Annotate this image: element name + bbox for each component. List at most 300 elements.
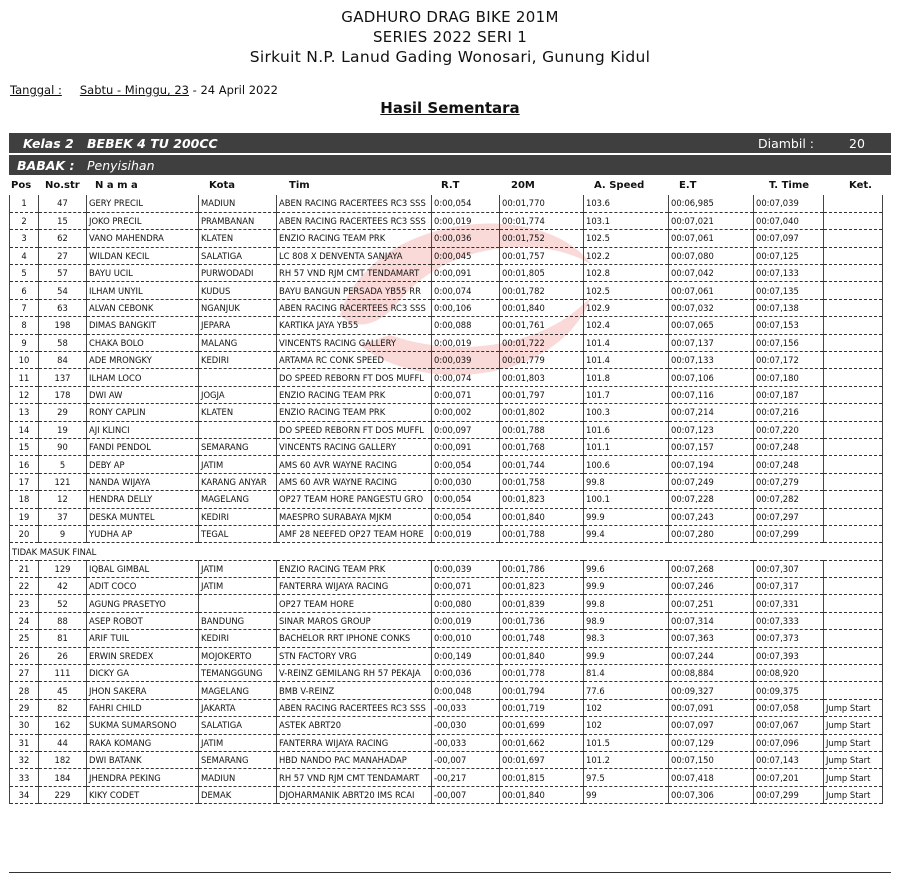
cell-kota: PURWODADI — [199, 265, 277, 282]
cell-speed: 99.8 — [584, 595, 669, 612]
table-row — [10, 317, 883, 334]
cell-kota: DEMAK — [199, 786, 277, 803]
cell-ket — [824, 282, 883, 299]
cell-et: 00:07,244 — [669, 647, 754, 664]
cell-rt: 0:00,071 — [432, 386, 500, 403]
cell-rt: 0:00,054 — [432, 508, 500, 525]
cell-et: 00:07,228 — [669, 491, 754, 508]
cell-pos: 5 — [10, 265, 39, 282]
cell-ttime: 00:07,393 — [754, 647, 824, 664]
cell-et: 00:07,123 — [669, 421, 754, 438]
cell-pos: 11 — [10, 369, 39, 386]
cell-ttime: 00:07,373 — [754, 630, 824, 647]
cell-pos: 26 — [10, 647, 39, 664]
cell-tim: KARTIKA JAYA YB55 — [277, 317, 432, 334]
cell-speed: 98.3 — [584, 630, 669, 647]
cell-m20: 00:01,815 — [500, 769, 584, 786]
cell-ttime: 00:07,187 — [754, 386, 824, 403]
col-tim: Tim — [289, 180, 310, 191]
cell-tim: ENZIO RACING TEAM PRK — [277, 230, 432, 247]
cell-ttime: 00:07,156 — [754, 334, 824, 351]
cell-ttime: 00:07,220 — [754, 421, 824, 438]
cell-ket: Jump Start — [824, 699, 883, 716]
cell-pos: 8 — [10, 317, 39, 334]
cell-pos: 24 — [10, 612, 39, 629]
cell-kota: JEPARA — [199, 317, 277, 334]
cell-nama: ILHAM LOCO — [87, 369, 199, 386]
cell-et: 00:07,214 — [669, 404, 754, 421]
cell-kota: SEMARANG — [199, 438, 277, 455]
cell-kota: JATIM — [199, 456, 277, 473]
table-row — [10, 682, 883, 699]
cell-speed: 99.9 — [584, 647, 669, 664]
cell-rt: 0:00,071 — [432, 578, 500, 595]
cell-no: 26 — [39, 647, 87, 664]
cell-pos: 23 — [10, 595, 39, 612]
cell-ttime: 00:09,375 — [754, 682, 824, 699]
cell-rt: 0:00,048 — [432, 682, 500, 699]
cell-nama: HENDRA DELLY — [87, 491, 199, 508]
cell-et: 00:07,243 — [669, 508, 754, 525]
cell-no: 178 — [39, 386, 87, 403]
cell-tim: ABEN RACING RACERTEES RC3 SSS — [277, 195, 432, 212]
col-et: E.T — [679, 180, 697, 191]
cell-ttime: 00:07,299 — [754, 786, 824, 803]
cell-rt: 0:00,045 — [432, 247, 500, 264]
cell-tim: ABEN RACING RACERTEES RC3 SSS — [277, 299, 432, 316]
cell-m20: 00:01,758 — [500, 473, 584, 490]
cell-speed: 99.4 — [584, 525, 669, 542]
cell-speed: 102.5 — [584, 230, 669, 247]
cell-m20: 00:01,802 — [500, 404, 584, 421]
cell-m20: 00:01,768 — [500, 438, 584, 455]
cell-tim: ARTAMA RC CONK SPEED — [277, 352, 432, 369]
cell-m20: 00:01,662 — [500, 734, 584, 751]
table-row — [10, 665, 883, 682]
cell-rt: -00,007 — [432, 752, 500, 769]
cell-nama: AJI KLINCI — [87, 421, 199, 438]
cell-et: 00:07,061 — [669, 282, 754, 299]
cell-m20: 00:01,839 — [500, 595, 584, 612]
cell-rt: 0:00,019 — [432, 212, 500, 229]
cell-ttime: 00:07,201 — [754, 769, 824, 786]
cell-no: 184 — [39, 769, 87, 786]
cell-ttime: 00:07,333 — [754, 612, 824, 629]
cell-no: 198 — [39, 317, 87, 334]
cell-pos: 9 — [10, 334, 39, 351]
cell-ket — [824, 334, 883, 351]
cell-ttime: 00:07,180 — [754, 369, 824, 386]
cell-ttime: 00:07,135 — [754, 282, 824, 299]
cell-speed: 77.6 — [584, 682, 669, 699]
cell-speed: 99.9 — [584, 508, 669, 525]
cell-ket: Jump Start — [824, 717, 883, 734]
separator-label: TIDAK MASUK FINAL — [10, 543, 883, 560]
cell-m20: 00:01,805 — [500, 265, 584, 282]
bottom-rule — [9, 872, 891, 873]
cell-kota: TEGAL — [199, 525, 277, 542]
cell-m20: 00:01,748 — [500, 630, 584, 647]
col-pos: Pos — [11, 180, 32, 191]
cell-nama: JOKO PRECIL — [87, 212, 199, 229]
cell-pos: 27 — [10, 665, 39, 682]
cell-ket — [824, 247, 883, 264]
cell-speed: 102.5 — [584, 282, 669, 299]
col-nostr: No.str — [45, 180, 80, 191]
cell-rt: 0:00,106 — [432, 299, 500, 316]
cell-m20: 00:01,840 — [500, 647, 584, 664]
cell-no: 19 — [39, 421, 87, 438]
cell-no: 82 — [39, 699, 87, 716]
cell-no: 15 — [39, 212, 87, 229]
col-ttime: T. Time — [769, 180, 810, 191]
table-row — [10, 612, 883, 629]
cell-kota: BANDUNG — [199, 612, 277, 629]
cell-no: 62 — [39, 230, 87, 247]
cell-tim: BMB V-REINZ — [277, 682, 432, 699]
cell-ket — [824, 665, 883, 682]
cell-ket — [824, 404, 883, 421]
cell-pos: 3 — [10, 230, 39, 247]
cell-kota — [199, 595, 277, 612]
col-nama: N a m a — [95, 180, 138, 191]
cell-m20: 00:01,757 — [500, 247, 584, 264]
cell-ttime: 00:07,058 — [754, 699, 824, 716]
cell-pos: 20 — [10, 525, 39, 542]
cell-tim: SINAR MAROS GROUP — [277, 612, 432, 629]
cell-nama: DESKA MUNTEL — [87, 508, 199, 525]
cell-et: 00:07,306 — [669, 786, 754, 803]
cell-kota: KUDUS — [199, 282, 277, 299]
table-row — [10, 299, 883, 316]
cell-kota: KEDIRI — [199, 508, 277, 525]
cell-ket — [824, 265, 883, 282]
table-row — [10, 369, 883, 386]
cell-pos: 22 — [10, 578, 39, 595]
cell-speed: 100.6 — [584, 456, 669, 473]
cell-rt: 0:00,030 — [432, 473, 500, 490]
cell-et: 00:07,251 — [669, 595, 754, 612]
cell-ket — [824, 647, 883, 664]
cell-speed: 102.8 — [584, 265, 669, 282]
cell-ket — [824, 212, 883, 229]
cell-pos: 19 — [10, 508, 39, 525]
cell-nama: JHON SAKERA — [87, 682, 199, 699]
cell-ttime: 00:07,125 — [754, 247, 824, 264]
date-value-b: - 24 April 2022 — [189, 83, 278, 97]
table-row — [10, 404, 883, 421]
cell-no: 47 — [39, 195, 87, 212]
babak-label: BABAK : — [17, 158, 75, 173]
cell-no: 121 — [39, 473, 87, 490]
cell-tim: OP27 TEAM HORE — [277, 595, 432, 612]
cell-pos: 7 — [10, 299, 39, 316]
cell-ket — [824, 438, 883, 455]
cell-ttime: 00:07,138 — [754, 299, 824, 316]
table-row — [10, 769, 883, 786]
table-row — [10, 525, 883, 542]
event-title: GADHURO DRAG BIKE 201M — [341, 8, 559, 26]
cell-pos: 28 — [10, 682, 39, 699]
cell-rt: -00,033 — [432, 699, 500, 716]
cell-rt: 0:00,097 — [432, 421, 500, 438]
cell-et: 00:07,116 — [669, 386, 754, 403]
cell-pos: 1 — [10, 195, 39, 212]
cell-ttime: 00:07,279 — [754, 473, 824, 490]
cell-rt: 0:00,019 — [432, 525, 500, 542]
table-row — [10, 282, 883, 299]
cell-rt: 0:00,091 — [432, 265, 500, 282]
date-label: Tanggal : — [10, 83, 62, 97]
cell-tim: RH 57 VND RJM CMT TENDAMART — [277, 769, 432, 786]
cell-nama: ARIF TUIL — [87, 630, 199, 647]
class-label: Kelas 2 — [23, 136, 74, 151]
cell-nama: KIKY CODET — [87, 786, 199, 803]
cell-m20: 00:01,788 — [500, 421, 584, 438]
cell-no: 54 — [39, 282, 87, 299]
cell-pos: 10 — [10, 352, 39, 369]
cell-no: 111 — [39, 665, 87, 682]
cell-pos: 29 — [10, 699, 39, 716]
cell-nama: DWI BATANK — [87, 752, 199, 769]
cell-pos: 31 — [10, 734, 39, 751]
cell-ket — [824, 578, 883, 595]
cell-ttime: 00:07,097 — [754, 230, 824, 247]
cell-ttime: 00:07,307 — [754, 560, 824, 577]
class-bar — [9, 133, 891, 153]
results-table — [9, 195, 883, 804]
cell-nama: ADIT COCO — [87, 578, 199, 595]
cell-ket: Jump Start — [824, 786, 883, 803]
cell-pos: 6 — [10, 282, 39, 299]
cell-kota: JOGJA — [199, 386, 277, 403]
cell-no: 182 — [39, 752, 87, 769]
table-row — [10, 491, 883, 508]
cell-pos: 2 — [10, 212, 39, 229]
cell-et: 00:07,091 — [669, 699, 754, 716]
cell-rt: 0:00,010 — [432, 630, 500, 647]
cell-ket — [824, 352, 883, 369]
table-row — [10, 717, 883, 734]
cell-tim: VINCENTS RACING GALLERY — [277, 334, 432, 351]
cell-et: 00:07,157 — [669, 438, 754, 455]
cell-tim: BACHELOR RRT IPHONE CONKS — [277, 630, 432, 647]
cell-no: 9 — [39, 525, 87, 542]
cell-nama: FAHRI CHILD — [87, 699, 199, 716]
cell-rt: 0:00,036 — [432, 665, 500, 682]
table-row — [10, 647, 883, 664]
cell-kota: SEMARANG — [199, 752, 277, 769]
cell-rt: 0:00,039 — [432, 560, 500, 577]
cell-pos: 21 — [10, 560, 39, 577]
cell-m20: 00:01,699 — [500, 717, 584, 734]
cell-rt: -00,007 — [432, 786, 500, 803]
diambil-label: Diambil : — [758, 136, 814, 151]
cell-rt: 0:00,002 — [432, 404, 500, 421]
cell-nama: DIMAS BANGKIT — [87, 317, 199, 334]
cell-ket: Jump Start — [824, 769, 883, 786]
cell-ttime: 00:07,297 — [754, 508, 824, 525]
cell-nama: NANDA WIJAYA — [87, 473, 199, 490]
cell-m20: 00:01,774 — [500, 212, 584, 229]
cell-et: 00:07,246 — [669, 578, 754, 595]
table-row — [10, 734, 883, 751]
cell-ket — [824, 473, 883, 490]
cell-et: 00:07,032 — [669, 299, 754, 316]
cell-rt: 0:00,074 — [432, 282, 500, 299]
cell-nama: ASEP ROBOT — [87, 612, 199, 629]
table-row — [10, 334, 883, 351]
cell-tim: ASTEK ABRT20 — [277, 717, 432, 734]
cell-ket — [824, 612, 883, 629]
cell-speed: 101.6 — [584, 421, 669, 438]
cell-tim: AMS 60 AVR WAYNE RACING — [277, 456, 432, 473]
cell-tim: OP27 TEAM HORE PANGESTU GRO — [277, 491, 432, 508]
cell-nama: GERY PRECIL — [87, 195, 199, 212]
cell-ttime: 00:07,067 — [754, 717, 824, 734]
cell-ket — [824, 595, 883, 612]
cell-speed: 102 — [584, 717, 669, 734]
cell-rt: 0:00,088 — [432, 317, 500, 334]
page-subtitle: Hasil Sementara — [380, 99, 520, 117]
cell-kota — [199, 369, 277, 386]
cell-rt: 0:00,039 — [432, 352, 500, 369]
cell-ttime: 00:07,216 — [754, 404, 824, 421]
cell-pos: 33 — [10, 769, 39, 786]
cell-no: 12 — [39, 491, 87, 508]
cell-speed: 101.2 — [584, 752, 669, 769]
cell-et: 00:07,133 — [669, 352, 754, 369]
cell-ttime: 00:08,920 — [754, 665, 824, 682]
cell-no: 229 — [39, 786, 87, 803]
cell-et: 00:09,327 — [669, 682, 754, 699]
cell-pos: 16 — [10, 456, 39, 473]
cell-speed: 99.6 — [584, 560, 669, 577]
col-speed: A. Speed — [594, 180, 645, 191]
cell-speed: 102.9 — [584, 299, 669, 316]
cell-rt: 0:00,054 — [432, 456, 500, 473]
cell-no: 84 — [39, 352, 87, 369]
cell-speed: 98.9 — [584, 612, 669, 629]
cell-et: 00:07,106 — [669, 369, 754, 386]
cell-m20: 00:01,840 — [500, 786, 584, 803]
cell-kota: MAGELANG — [199, 682, 277, 699]
cell-m20: 00:01,719 — [500, 699, 584, 716]
cell-nama: VANO MAHENDRA — [87, 230, 199, 247]
cell-kota: JAKARTA — [199, 699, 277, 716]
cell-no: 162 — [39, 717, 87, 734]
cell-ket — [824, 369, 883, 386]
cell-nama: DEBY AP — [87, 456, 199, 473]
cell-pos: 25 — [10, 630, 39, 647]
cell-rt: 0:00,149 — [432, 647, 500, 664]
cell-nama: CHAKA BOLO — [87, 334, 199, 351]
cell-rt: -00,030 — [432, 717, 500, 734]
cell-m20: 00:01,840 — [500, 508, 584, 525]
cell-ttime: 00:07,153 — [754, 317, 824, 334]
cell-rt: 0:00,091 — [432, 438, 500, 455]
table-row — [10, 456, 883, 473]
cell-pos: 12 — [10, 386, 39, 403]
table-row — [10, 212, 883, 229]
cell-m20: 00:01,744 — [500, 456, 584, 473]
cell-nama: ERWIN SREDEX — [87, 647, 199, 664]
cell-ttime: 00:07,133 — [754, 265, 824, 282]
cell-ttime: 00:07,282 — [754, 491, 824, 508]
cell-rt: 0:00,074 — [432, 369, 500, 386]
cell-pos: 17 — [10, 473, 39, 490]
table-row — [10, 595, 883, 612]
cell-tim: V-REINZ GEMILANG RH 57 PEKAJA — [277, 665, 432, 682]
cell-no: 57 — [39, 265, 87, 282]
cell-nama: FANDI PENDOL — [87, 438, 199, 455]
cell-m20: 00:01,823 — [500, 578, 584, 595]
cell-et: 00:07,363 — [669, 630, 754, 647]
cell-pos: 18 — [10, 491, 39, 508]
cell-m20: 00:01,840 — [500, 299, 584, 316]
cell-rt: 0:00,054 — [432, 195, 500, 212]
table-row — [10, 247, 883, 264]
cell-nama: RONY CAPLIN — [87, 404, 199, 421]
cell-tim: DO SPEED REBORN FT DOS MUFFL — [277, 421, 432, 438]
cell-speed: 81.4 — [584, 665, 669, 682]
cell-no: 5 — [39, 456, 87, 473]
diambil-value: 20 — [849, 136, 865, 151]
event-series: SERIES 2022 SERI 1 — [372, 28, 528, 46]
cell-kota: TEMANGGUNG — [199, 665, 277, 682]
cell-speed: 101.5 — [584, 734, 669, 751]
cell-ket — [824, 525, 883, 542]
cell-tim: DJOHARMANIK ABRT20 IMS RCAI — [277, 786, 432, 803]
cell-et: 00:07,194 — [669, 456, 754, 473]
cell-speed: 103.1 — [584, 212, 669, 229]
table-row — [10, 195, 883, 212]
cell-rt: 0:00,054 — [432, 491, 500, 508]
table-row — [10, 438, 883, 455]
cell-speed: 102.4 — [584, 317, 669, 334]
event-venue: Sirkuit N.P. Lanud Gading Wonosari, Gunung Kidul — [249, 48, 651, 66]
cell-ket: Jump Start — [824, 734, 883, 751]
cell-ket — [824, 508, 883, 525]
cell-kota: KEDIRI — [199, 630, 277, 647]
cell-no: 81 — [39, 630, 87, 647]
cell-kota: KEDIRI — [199, 352, 277, 369]
cell-speed: 100.1 — [584, 491, 669, 508]
cell-et: 00:07,042 — [669, 265, 754, 282]
cell-et: 00:07,150 — [669, 752, 754, 769]
class-name: BEBEK 4 TU 200CC — [87, 136, 218, 151]
cell-nama: WILDAN KECIL — [87, 247, 199, 264]
cell-kota: MOJOKERTO — [199, 647, 277, 664]
table-row — [10, 578, 883, 595]
cell-ttime: 00:07,331 — [754, 595, 824, 612]
cell-tim: HBD NANDO PAC MANAHADAP — [277, 752, 432, 769]
cell-speed: 101.4 — [584, 352, 669, 369]
cell-no: 88 — [39, 612, 87, 629]
cell-ket — [824, 560, 883, 577]
cell-rt: 0:00,019 — [432, 612, 500, 629]
cell-nama: YUDHA AP — [87, 525, 199, 542]
cell-et: 00:07,249 — [669, 473, 754, 490]
table-row — [10, 752, 883, 769]
col-rt: R.T — [441, 180, 460, 191]
cell-speed: 101.1 — [584, 438, 669, 455]
cell-ket — [824, 386, 883, 403]
cell-kota: KARANG ANYAR — [199, 473, 277, 490]
cell-m20: 00:01,823 — [500, 491, 584, 508]
table-row — [10, 630, 883, 647]
cell-nama: JHENDRA PEKING — [87, 769, 199, 786]
